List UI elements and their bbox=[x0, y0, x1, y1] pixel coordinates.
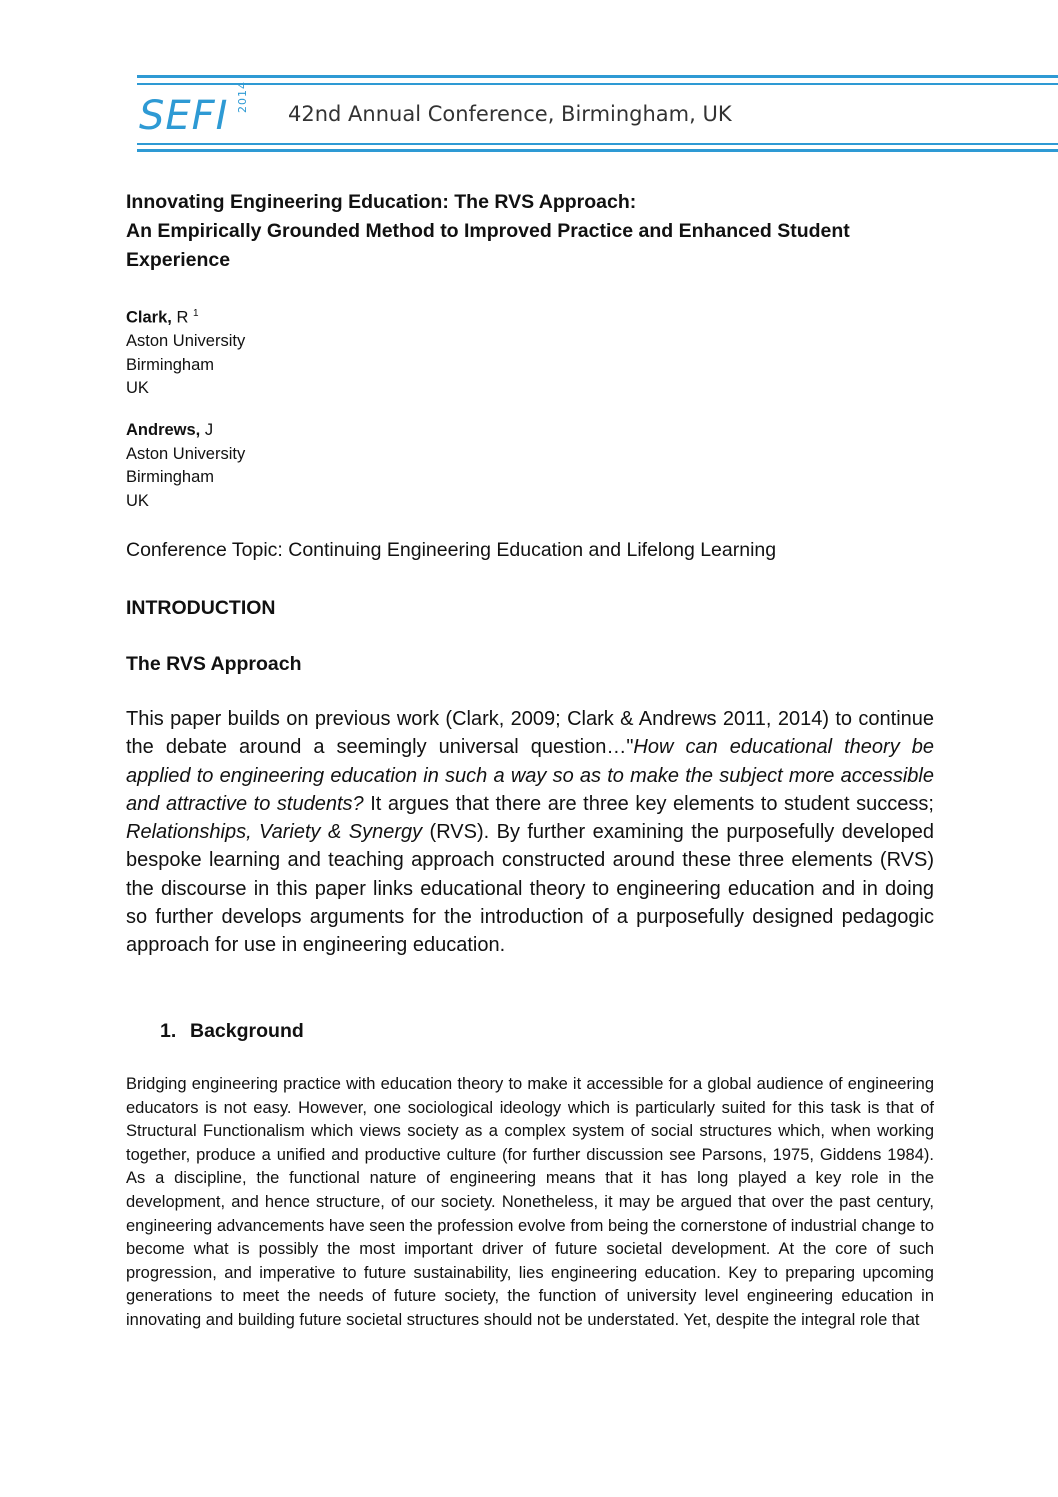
sefi-logo-year: 2014 bbox=[236, 81, 249, 113]
section-number: 1. bbox=[160, 1020, 177, 1042]
paper-title bbox=[126, 188, 934, 275]
author-name: Andrews, J bbox=[126, 421, 214, 439]
author-block-2 bbox=[126, 419, 934, 513]
author-affiliation: Aston University bbox=[126, 444, 246, 463]
author-country: UK bbox=[126, 379, 149, 397]
heading-rvs-approach: The RVS Approach bbox=[126, 653, 302, 675]
header-rule-bottom-thick bbox=[137, 149, 1058, 152]
heading-introduction: INTRODUCTION bbox=[126, 597, 276, 619]
header-rule-top-thin bbox=[137, 83, 1058, 85]
conference-name: 42nd Annual Conference, Birmingham, UK bbox=[288, 102, 732, 126]
author-superscript: 1 bbox=[192, 308, 199, 319]
title-line-2: An Empirically Grounded Method to Improved Practice and Enhanced Student bbox=[126, 220, 850, 242]
header-rule-top-thick bbox=[137, 75, 1058, 78]
title-line-3: Experience bbox=[126, 249, 231, 271]
background-paragraph: Bridging engineering practice with education theory to make it accessible for a global audience of engineering educators is not easy. However, one sociological ideology which is particularly suited for this task is that of Structural Functionalism which views society as a complex system of social structures which, when working together, produce a unified and productive culture (for further discussion see Parsons, 1975, Giddens 1984). As a discipline, the functional nature of engineering means that it has long played a key role in the development, and hence structure, of our society. Nonetheless, it may be argued that over the past century, engineering advancements have seen the profession evolve from being the cornerstone of industrial change to become what is possibly the most important driver of future societal development. At the core of such progression, and imperative to future sustainability, lies engineering education. Key to preparing upcoming generations to meet the needs of future society, the function of university level engineering education in innovating and building future societal structures should not be understated. Yet, despite the integral role that bbox=[126, 1075, 934, 1329]
author-affiliation: Aston University bbox=[126, 332, 246, 350]
author-city: Birmingham bbox=[126, 355, 215, 374]
header-rule-bottom-thin bbox=[137, 143, 1058, 145]
section-title: Background bbox=[190, 1020, 304, 1042]
author-city: Birmingham bbox=[126, 468, 215, 486]
author-block-1 bbox=[126, 302, 934, 401]
author-country: UK bbox=[126, 491, 149, 510]
sefi-logo-text: SEFI bbox=[139, 93, 229, 139]
intro-paragraph: This paper builds on previous work (Clark, 2009; Clark & Andrews 2011, 2014) to continue the debate around a seemingly universal question…"How can educational theory be applied to engineering education in such a way so as to make the subject more accessible and attractive to students? It argues that there are three key elements to student success; Relationships, Variety & Synergy (RVS). By further examining the purposefully developed bespoke learning and teaching approach constructed around these three elements (RVS) the discourse in this paper links educational theory to engineering education and in doing so further develops arguments for the introduction of a purposefully designed pedagogic approach for use in engineering education. bbox=[126, 708, 934, 957]
title-line-1: Innovating Engineering Education: The RVS Approach: bbox=[126, 191, 637, 213]
conference-topic: Conference Topic: Continuing Engineering Education and Lifelong Learning bbox=[126, 539, 777, 561]
author-name: Clark, R $^1$ bbox=[126, 308, 199, 327]
heading-background bbox=[160, 1017, 304, 1045]
